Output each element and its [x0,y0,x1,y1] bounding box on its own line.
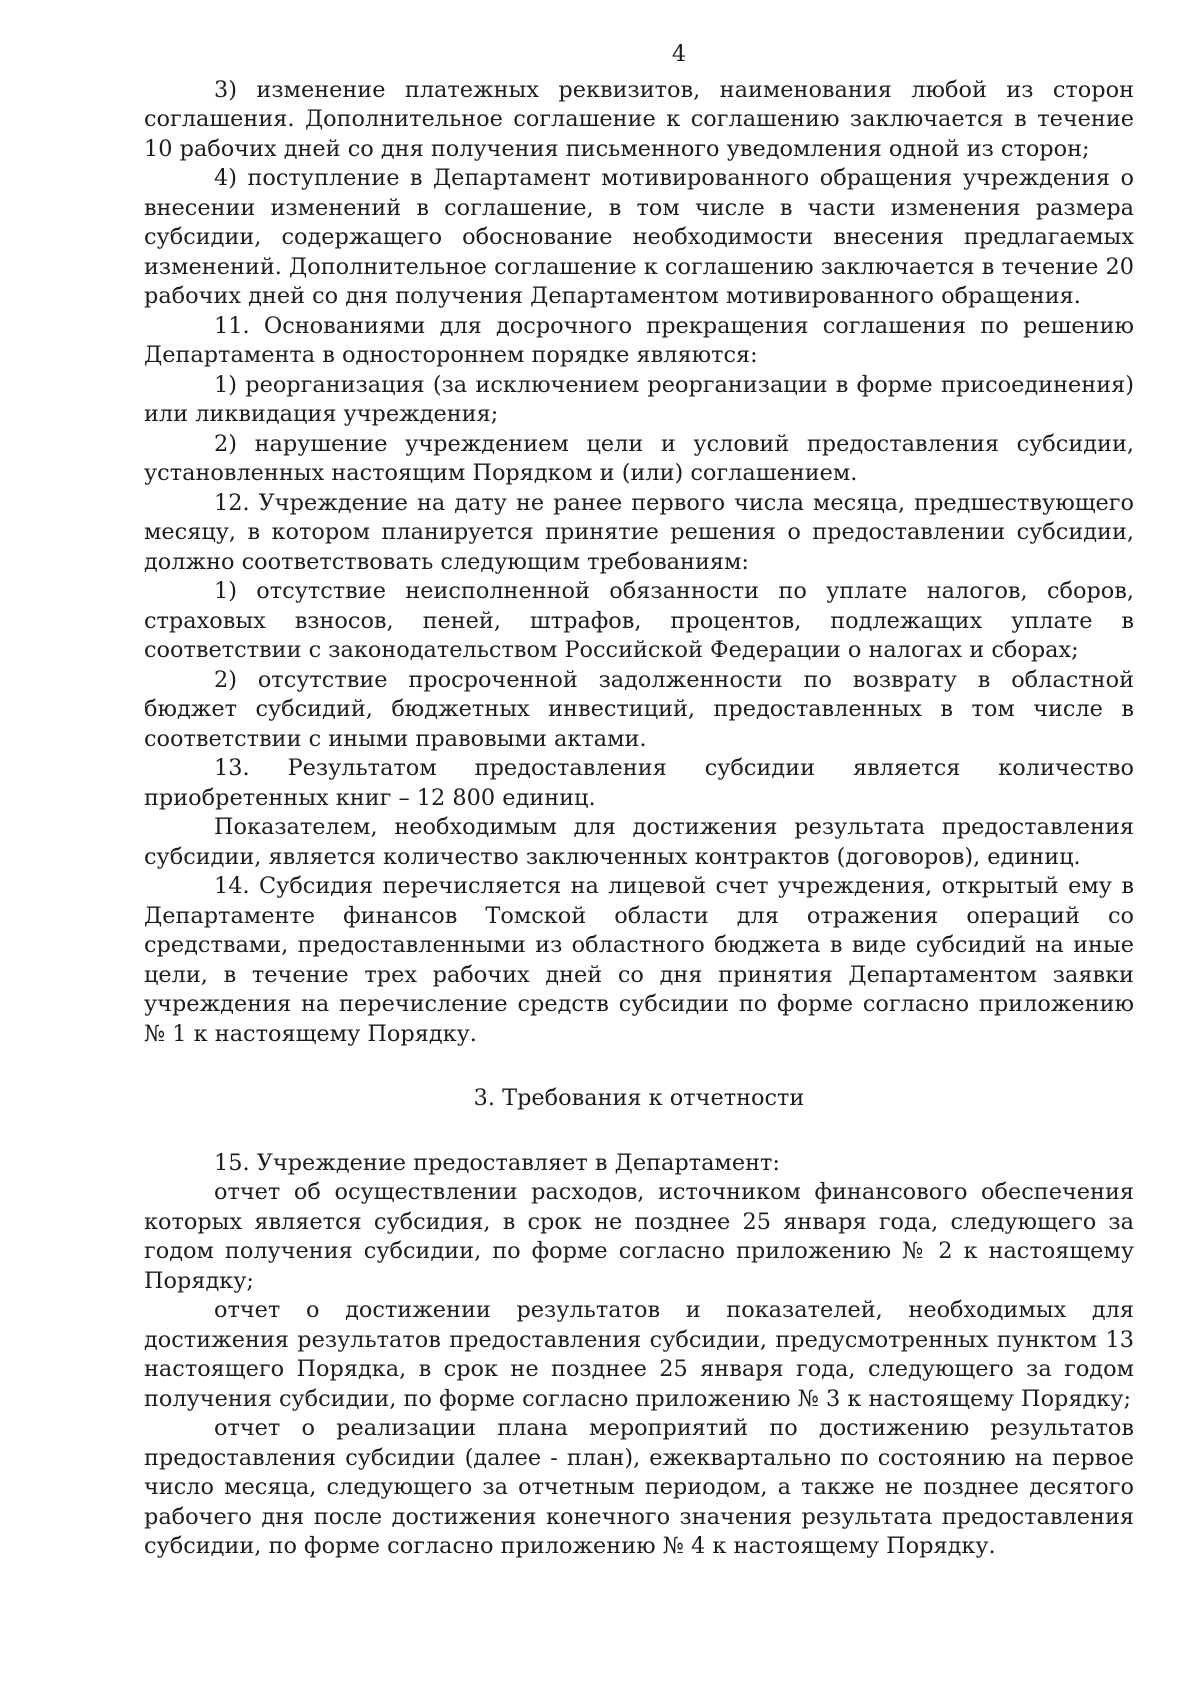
paragraph: Показателем, необходимым для достижения результата предоставления субсидии, является количество заключенных контрактов (договоров), единиц. [144,814,1134,870]
paragraph: 11. Основаниями для досрочного прекращения соглашения по решению Департамента в одностороннем порядке являются: [144,312,1134,368]
paragraph: 15. Учреждение предоставляет в Департамент: [214,1149,780,1176]
page-number: 4 [671,41,687,67]
paragraph: 1) отсутствие неисполненной обязанности по уплате налогов, сборов, страховых взносов, пеней, штрафов, процентов, подлежащих уплате в соответствии с законодательством Российской Федерации о налогах и сборах; [144,578,1134,663]
paragraph: отчет о реализации плана мероприятий по достижению результатов предоставления субсидии (далее - план), ежеквартально по состоянию на первое число месяца, следующего за отчетным периодом, а также не позднее десятого рабочего дня после достижения конечного значения результата предоставления субсидии, по форме согласно приложению № 4 к настоящему Порядку. [144,1415,1134,1559]
section-title: 3. Требования к отчетности [473,1085,805,1111]
paragraph: 4) поступление в Департамент мотивированного обращения учреждения о внесении изменений в соглашение, в том числе в части изменения размера субсидии, содержащего обоснование необходимости внесения предлагаемых изменений. Дополнительное соглашение к соглашению заключается в течение 20 рабочих дней со дня получения Департаментом мотивированного обращения. [144,165,1134,309]
paragraph: 3) изменение платежных реквизитов, наименования любой из сторон соглашения. Дополнительное соглашение к соглашению заключается в течение 10 рабочих дней со дня получения письменного уведомления одной из сторон; [144,76,1134,162]
paragraph: 12. Учреждение на дату не ранее первого числа месяца, предшествующего месяцу, в котором планируется принятие решения о предоставлении субсидии, должно соответствовать следующим требованиям: [144,489,1134,575]
paragraph: отчет о достижении результатов и показателей, необходимых для достижения результатов предоставления субсидии, предусмотренных пунктом 13 настоящего Порядка, в срок не позднее 25 января года, следующего за годом получения субсидии, по форме согласно приложению № 3 к настоящему Порядку; [144,1297,1134,1412]
paragraph: 1) реорганизация (за исключением реорганизации в форме присоединения) или ликвидация учреждения; [144,371,1134,427]
paragraph: отчет об осуществлении расходов, источником финансового обеспечения которых является субсидия, в срок не позднее 25 января года, следующего за годом получения субсидии, по форме согласно приложению № 2 к настоящему Порядку; [144,1179,1134,1294]
paragraph: 13. Результатом предоставления субсидии является количество приобретенных книг – 12 800 единиц. [144,755,1134,811]
paragraph: 14. Субсидия перечисляется на лицевой счет учреждения, открытый ему в Департаменте финансов Томской области для отражения операций со средствами, предоставленными из областного бюджета в виде субсидий на иные цели, в течение трех рабочих дней со дня принятия Департаментом заявки учреждения на перечисление средств субсидии по форме согласно приложению № 1 к настоящему Порядку. [144,873,1134,1047]
paragraph: 2) отсутствие просроченной задолженности по возврату в областной бюджет субсидий, бюджетных инвестиций, предоставленных в том числе в соответствии с иными правовыми актами. [144,666,1134,752]
paragraph: 2) нарушение учреждением цели и условий предоставления субсидии, установленных настоящим Порядком и (или) соглашением. [144,430,1134,486]
